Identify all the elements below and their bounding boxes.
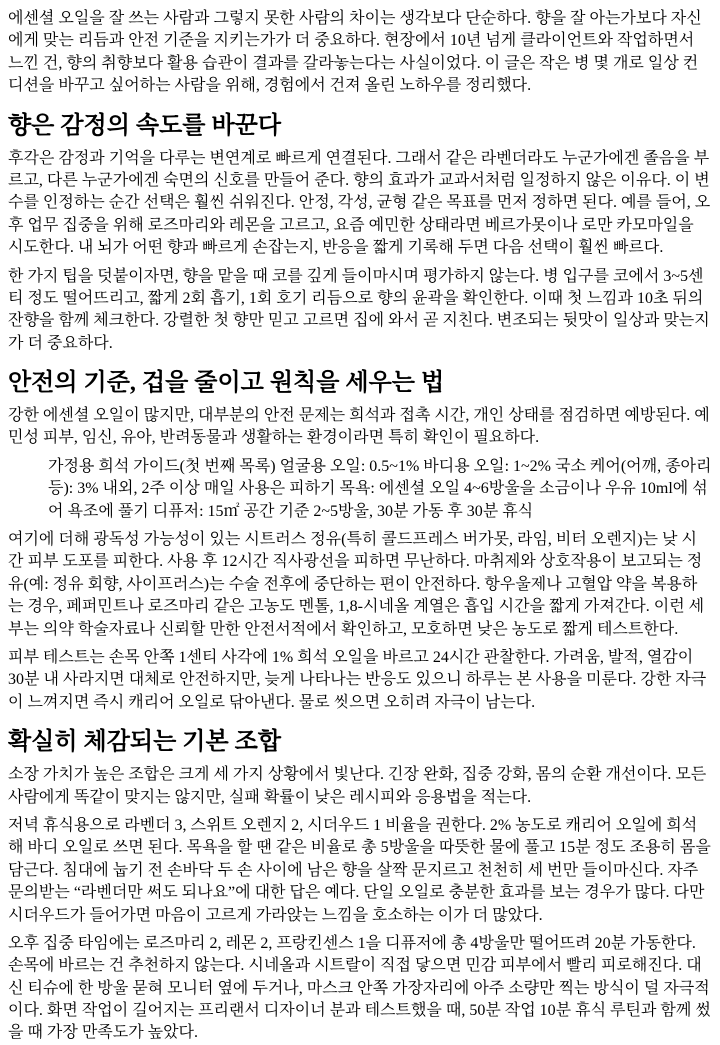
heading-safety-principles: 안전의 기준, 겁을 줄이고 원칙을 세우는 법 — [8, 370, 445, 397]
heading-basic-blends: 확실히 체감되는 기본 조합 — [8, 729, 282, 756]
paragraph-afternoon-focus-blend: 오후 집중 타임에는 로즈마리 2, 레몬 2, 프랑킨센스 1을 디퓨저에 총 4방울만 떨어뜨려 20분 가동한다. 손목에 바르는 건 추천하지 않는다. 시네올과 시트랄이 직접 닿으면 민감 피부에서 빨리 피로해진다. 대신 티슈에 한 방울 묻혀 모니터 옆에 두거나, 마스크 안쪽 가장자리에 아주 소량만 찍는 방식이 덜 자극적이다. 화면 작업이 길어지는 프리랜서 디자이너 분과 테스트했을 때, 50분 작업 10분 휴식 루틴과 함께 썼을 때 가장 만족도가 높았다. — [8, 934, 711, 1042]
dilution-guide-block: 가정용 희석 가이드(첫 번째 목록) 얼굴용 오일: 0.5~1% 바디용 오일: 1~2% 국소 케어(어깨, 종아리 등): 3% 내외, 2주 이상 매일 사용은 피하기 목욕: 에센셜 오일 4~6방울을 소금이나 우유 10ml에 섞어 욕조에 풀기 디퓨저: 15㎡ 공간 기준 2~5방울, 30분 가동 후 30분 휴식 — [48, 457, 712, 520]
paragraph-blend-overview: 소장 가치가 높은 조합은 크게 세 가지 상황에서 빛난다. 긴장 완화, 집중 강화, 몸의 순환 개선이다. 모든 사람에게 똑같이 맞지는 않지만, 실패 확률이 낮은 레시피와 응용법을 적는다. — [8, 766, 707, 806]
section-scent-emotion — [8, 111, 712, 356]
section-basic-blends — [8, 727, 712, 1045]
paragraph-smelling-tip: 한 가지 팁을 덧붙이자면, 향을 맡을 때 코를 깊게 들이마시며 평가하지 않는다. 병 입구를 코에서 3~5센티 정도 떨어뜨리고, 짧게 2회 흡기, 1회 호기 리듬으로 향의 윤곽을 확인한다. 이때 첫 느낌과 10초 뒤의 잔향을 함께 체크한다. 강렬한 첫 향만 믿고 고르면 집에 와서 곧 지친다. 변조되는 뒷맛이 일상과 맞는지가 더 중요하다. — [8, 267, 710, 352]
paragraph-phototoxicity-interactions: 여기에 더해 광독성 가능성이 있는 시트러스 정유(특히 콜드프레스 버가못, 라임, 비터 오렌지)는 낮 시간 피부 도포를 피한다. 사용 후 12시간 직사광선을 피하면 무난하다. 마취제와 상호작용이 보고되는 정유(예: 정유 회향, 사이프러스)는 수술 전후에 중단하는 편이 안전하다. 항우울제나 고혈압 약을 복용하는 경우, 페퍼민트나 로즈마리 같은 고농도 멘톨, 1,8-시네올 계열은 흡입 시간을 짧게 가져간다. 이런 세부는 의약 학술자료나 신뢰할 만한 안전서적에서 확인하고, 모호하면 낮은 농도로 짧게 테스트한다. — [8, 531, 705, 638]
heading-scent-emotion: 향은 감정의 속도를 바꾼다 — [8, 112, 282, 139]
paragraph-safety-overview: 강한 에센셜 오일이 많지만, 대부분의 안전 문제는 희석과 접촉 시간, 개인 상태를 점검하면 예방된다. 예민성 피부, 임신, 유아, 반려동물과 생활하는 환경이라면 특히 확인이 필요하다. — [8, 407, 710, 447]
paragraph-evening-relax-blend: 저녁 휴식용으로 라벤더 3, 스위트 오렌지 2, 시더우드 1 비율을 권한다. 2% 농도로 캐리어 오일에 희석해 바디 오일로 쓰면 된다. 목욕을 할 땐 같은 비율로 총 5방울을 따뜻한 물에 풀고 15분 정도 조용히 몸을 담근다. 침대에 눕기 전 손바닥 두 손 사이에 남은 향을 살짝 문지르고 천천히 세 번만 들이마신다. 자주 문의받는 “라벤더만 써도 되나요”에 대한 답은 예다. 단일 오일로 충분한 효과를 보는 경우가 많다. 다만 시더우드가 들어가면 마음이 고르게 가라앉는 느낌을 호소하는 이가 더 많았다. — [8, 816, 711, 924]
paragraph-olfaction-limbic: 후각은 감정과 기억을 다루는 변연계로 빠르게 연결된다. 그래서 같은 라벤더라도 누군가에겐 졸음을 부르고, 다른 누군가에겐 숙면의 신호를 만들어 준다. 향의 효과가 교과서처럼 일정하지 않은 이유다. 이 변수를 인정하는 순간 선택은 훨씬 쉬워진다. 안정, 각성, 균형 같은 목표를 먼저 정하면 된다. 예를 들어, 오후 업무 집중을 위해 로즈마리와 레몬을 고르고, 요즘 예민한 상태라면 베르가못이나 로만 카모마일을 시도한다. 내 뇌가 어떤 향과 빠르게 손잡는지, 반응을 짧게 기록해 두면 다음 선택이 훨씬 빠르다. — [8, 149, 711, 257]
paragraph-patch-test: 피부 테스트는 손목 안쪽 1센티 사각에 1% 희석 오일을 바르고 24시간 관찰한다. 가려움, 발적, 열감이 30분 내 사라지면 대체로 안전하지만, 늦게 나타나는 반응도 있으니 하루는 본 사용을 미룬다. 강한 자극이 느껴지면 즉시 캐리어 오일로 닦아낸다. 물로 씻으면 오히려 자극이 남는다. — [8, 648, 707, 711]
section-safety-principles — [8, 368, 712, 714]
intro-paragraph: 에센셜 오일을 잘 쓰는 사람과 그렇지 못한 사람의 차이는 생각보다 단순하다. 향을 잘 아는가보다 자신에게 맞는 리듬과 안전 기준을 지키는가가 더 중요하다. 현장에서 10년 넘게 클라이언트와 작업하면서 느낀 건, 향의 취향보다 활용 습관이 결과를 갈라놓는다는 사실이었다. 이 글은 작은 병 몇 개로 일상 컨디션을 바꾸고 싶어하는 사람을 위해, 경험에서 건져 올린 노하우를 정리했다. — [8, 10, 702, 95]
